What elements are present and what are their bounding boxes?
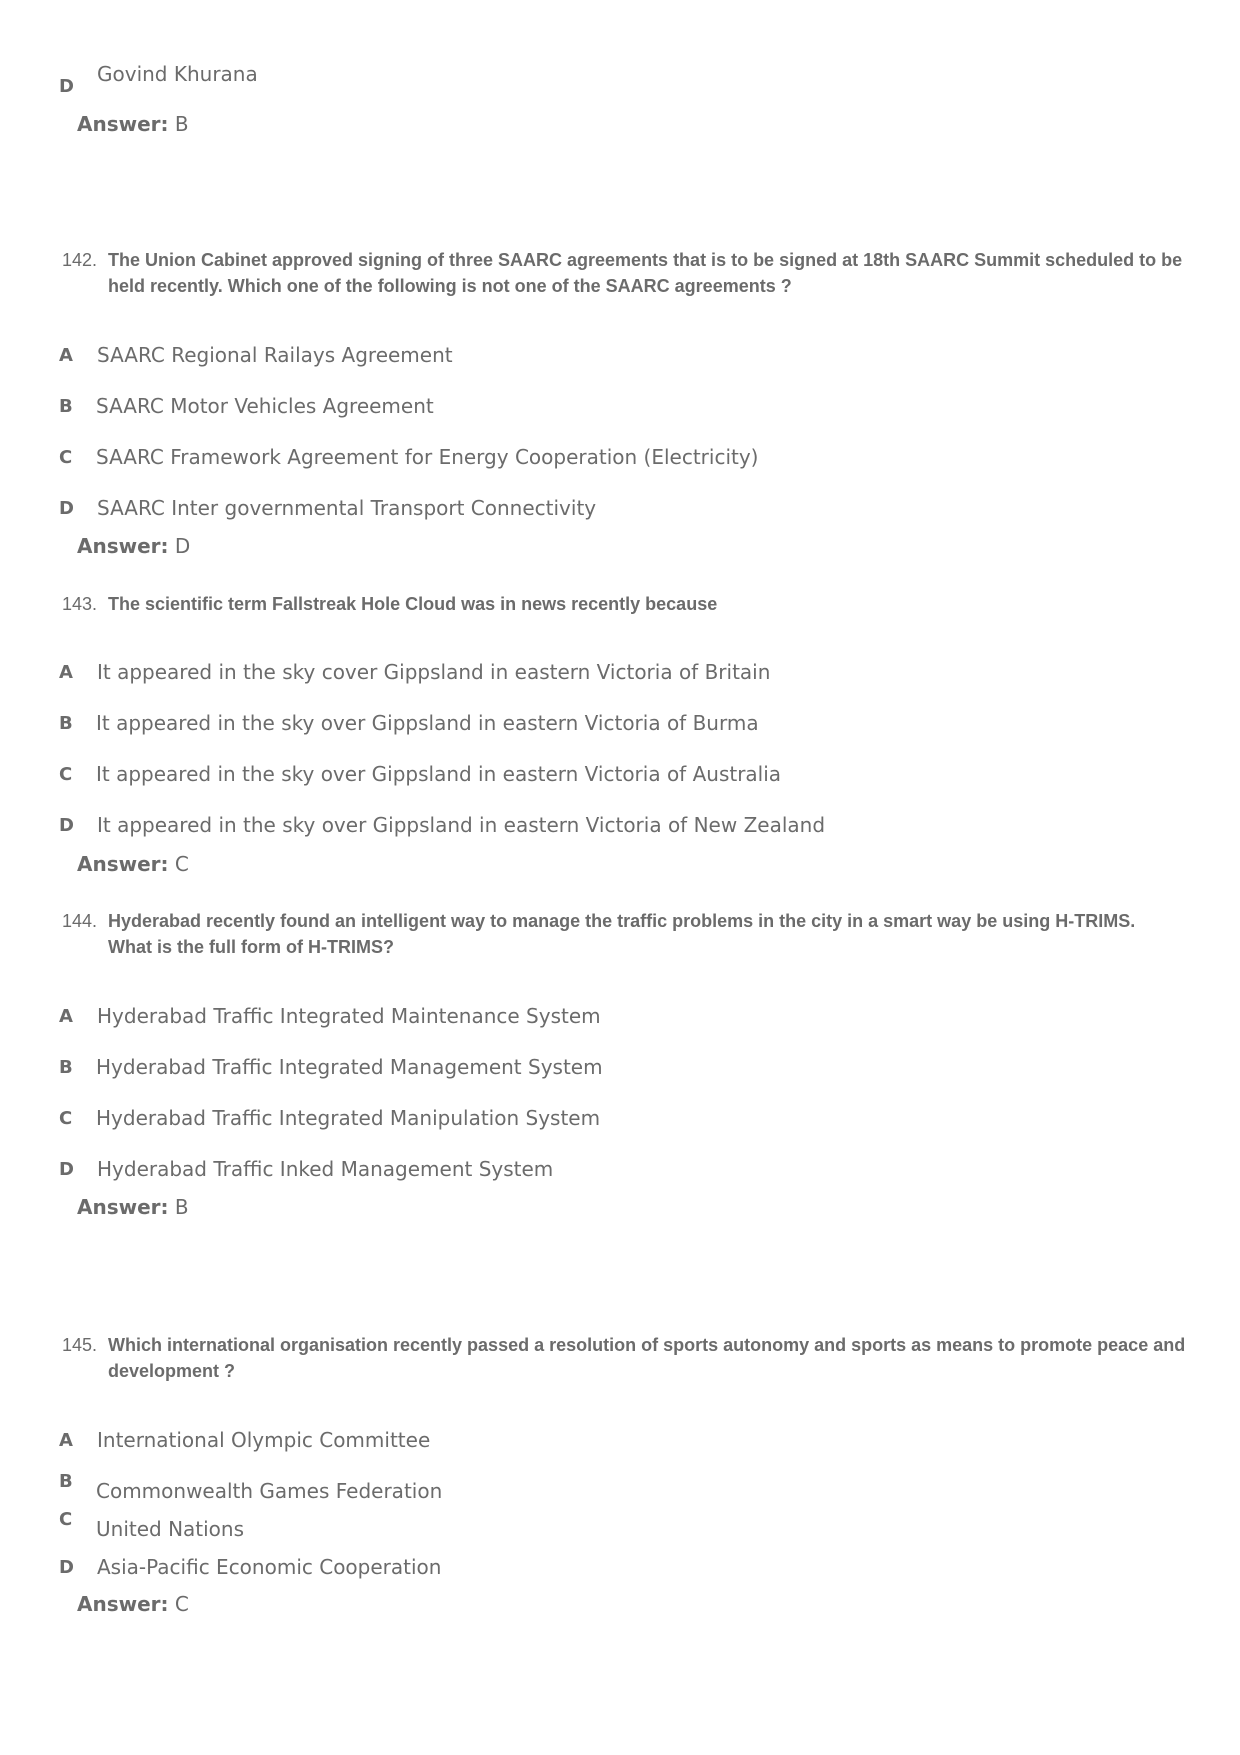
option-text: International Olympic Committee	[97, 1428, 431, 1452]
answer-label: Answer:	[77, 1592, 169, 1616]
option-letter: D	[59, 1159, 74, 1180]
option-letter: C	[59, 764, 73, 785]
option-letter: B	[59, 1057, 73, 1078]
answer-label: Answer:	[77, 534, 169, 558]
option-text: Hyderabad Traffic Integrated Manipulation System	[96, 1106, 601, 1130]
answer-value: B	[174, 1195, 189, 1219]
option-text: SAARC Motor Vehicles Agreement	[96, 394, 434, 418]
option-text: United Nations	[96, 1517, 245, 1541]
question-number: 143.	[62, 594, 98, 614]
option-text: It appeared in the sky over Gippsland in eastern Victoria of Burma	[96, 711, 759, 735]
option-text: SAARC Framework Agreement for Energy Cooperation (Electricity)	[96, 445, 759, 469]
answer-value: D	[174, 534, 191, 558]
option-letter: B	[59, 1471, 73, 1492]
option-text: Asia-Pacific Economic Cooperation	[97, 1555, 442, 1579]
option-text: SAARC Inter governmental Transport Connectivity	[97, 496, 597, 520]
option-text: Commonwealth Games Federation	[96, 1479, 443, 1503]
option-text: SAARC Regional Railays Agreement	[97, 343, 453, 367]
option-text: It appeared in the sky cover Gippsland in eastern Victoria of Britain	[97, 660, 771, 684]
option-letter: D	[59, 1557, 74, 1578]
answer-value: C	[174, 1592, 189, 1616]
question-number: 144.	[62, 911, 98, 931]
option-text: Hyderabad Traffic Inked Management System	[97, 1157, 554, 1181]
answer-line	[77, 112, 189, 136]
answer-value: C	[174, 852, 189, 876]
option-text: Hyderabad Traffic Integrated Maintenance System	[97, 1004, 601, 1028]
option-letter: D	[59, 498, 74, 519]
answer-line	[77, 852, 189, 876]
option-letter: B	[59, 396, 73, 417]
option-letter: A	[59, 345, 73, 366]
answer-label: Answer:	[77, 852, 169, 876]
answer-line	[77, 534, 190, 558]
option-letter: D	[59, 76, 74, 97]
option-text: Govind Khurana	[97, 62, 258, 86]
answer-line	[77, 1195, 189, 1219]
option-letter: A	[59, 1006, 73, 1027]
option-letter: C	[59, 1509, 73, 1530]
option-letter: D	[59, 815, 74, 836]
option-text: It appeared in the sky over Gippsland in eastern Victoria of New Zealand	[97, 813, 826, 837]
option-letter: C	[59, 1108, 73, 1129]
answer-line	[77, 1592, 189, 1616]
question-text: The scientific term Fallstreak Hole Cloud was in news recently because	[108, 594, 718, 614]
option-letter: C	[59, 447, 73, 468]
question-text: Which international organisation recently passed a resolution of sports autonomy and sports as means to promote peace and development ?	[108, 1335, 1186, 1381]
question-text: Hyderabad recently found an intelligent way to manage the traffic problems in the city in a smart way be using H-TRIMS. What is the full form of H-TRIMS?	[108, 911, 1136, 957]
question-text: The Union Cabinet approved signing of three SAARC agreements that is to be signed at 18th SAARC Summit scheduled to be held recently. Which one of the following is not one of the SAARC agreements ?	[108, 250, 1183, 296]
option-letter: A	[59, 1430, 73, 1451]
answer-label: Answer:	[77, 112, 169, 136]
option-letter: B	[59, 713, 73, 734]
option-text: It appeared in the sky over Gippsland in eastern Victoria of Australia	[96, 762, 782, 786]
question-number: 142.	[62, 250, 98, 270]
question-number: 145.	[62, 1335, 98, 1355]
answer-value: B	[174, 112, 189, 136]
answer-label: Answer:	[77, 1195, 169, 1219]
option-letter: A	[59, 662, 73, 683]
option-text: Hyderabad Traffic Integrated Management System	[96, 1055, 603, 1079]
